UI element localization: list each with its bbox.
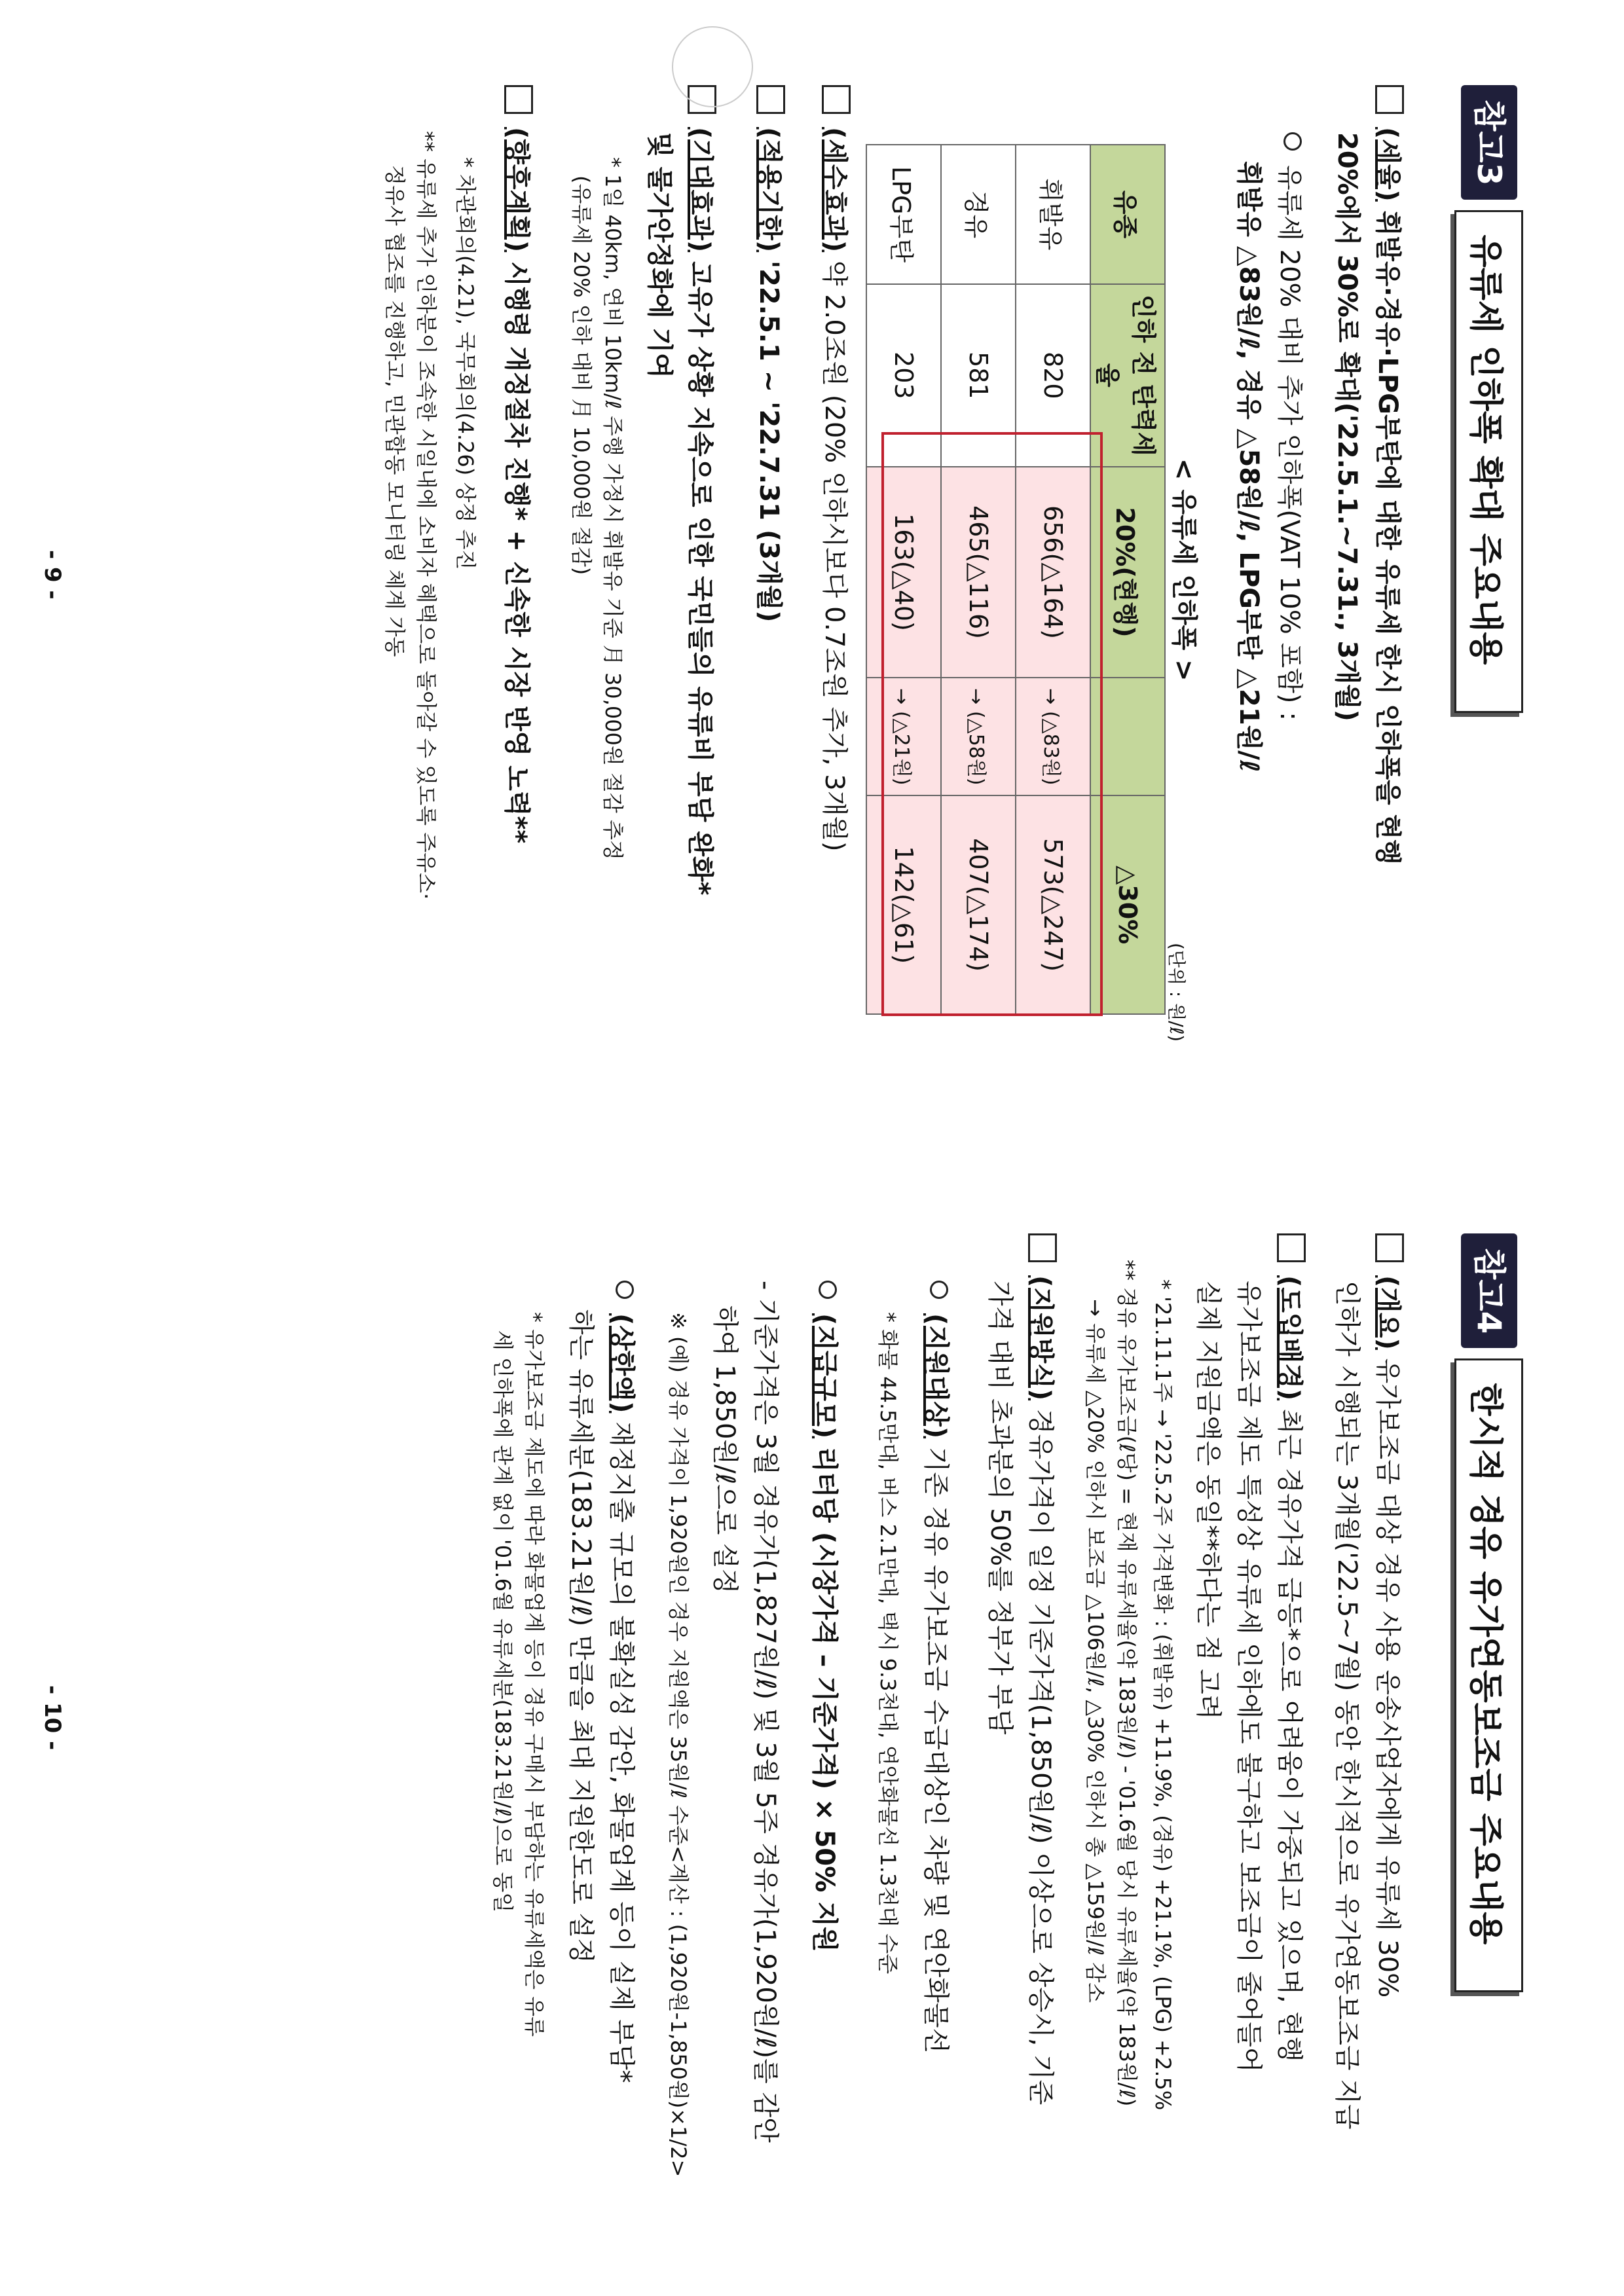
- item-method: (지원방식) 경유가격이 일정 기준가격(1,850원/ℓ) 이상으로 상승시, 기준 가격 대비 초과분의 50%를 정부가 부담: [980, 1233, 1061, 2257]
- checkbox-square-icon: [1277, 1233, 1306, 1262]
- checkbox-square-icon: [756, 85, 785, 114]
- example-note: ※ (예) 경유 가격이 1,920원인 경우 지원액은 35원/ℓ 수준<계산 : (1,920원-1,850원)×1/2>: [666, 1312, 691, 2178]
- footnote-subsidy-formula: ** 경유 유가보조금(ℓ당) = 현재 유류세율(약 183원/ℓ) - '01.6월 당시 유류세율(약 183원/ℓ) → 유류세 △20% 인하시 보조금 △106원/ℓ, △30% 인하시 총 △159원/ℓ 감소: [1083, 1260, 1139, 2107]
- item-tax-rate: (세율) 휘발유·경유·LPG부탄에 대한 유류세 한시 인하폭을 현행 20%에서 30%로 확대('22.5.1.~7.31., 3개월): [1327, 85, 1408, 1108]
- item-expected-effect: (기대효과) 고유가 상황 지속으로 인한 국민들의 유류비 부담 완화* 및 물가안정화에 기여: [639, 85, 720, 1108]
- page-right: [0, 1148, 1624, 2296]
- bullet-additional-cut: 유류세 20% 대비 추가 인하폭(VAT 10% 포함) : 휘발유 △83원/ℓ, 경유 △58원/ℓ, LPG부탄 △21원/ℓ: [1228, 85, 1310, 1108]
- table-row: 경유 581 465(△116) → (△58원) 407(△174): [941, 145, 1016, 1014]
- circle-bullet-icon: [1283, 132, 1302, 151]
- page-number: - 9 -: [39, 550, 65, 600]
- punch-hole-mark: [672, 26, 753, 107]
- section-heading: [1452, 85, 1526, 713]
- checkbox-square-icon: [822, 85, 851, 114]
- bullet-target: (지원대상) 기존 경유 유가보조금 수급대상인 차량 및 연안화물선: [915, 1233, 956, 2257]
- footnote-cabinet: * 차관회의(4.21), 국무회의(4.26) 상정 추진: [453, 157, 478, 570]
- footnote-cap: * 유가보조금 제도에 따라 화물업계 등이 경유 구매시 부담하는 유류세액은 유류 세 인하폭에 관계 없이 '01.6월 유류세분(183.21원/ℓ)으로 동일: [490, 1312, 547, 2037]
- dash-base-price: - 기준가격은 3월 경유가(1,827원/ℓ) 및 3월 5주 경유가(1,920원/ℓ)를 감안 하여 1,850원/ℓ으로 설정: [710, 1281, 781, 2143]
- item-future-plan: (향후계획) 시행령 개정절차 진행* + 신속한 시장 반영 노력**: [496, 85, 537, 1108]
- checkbox-square-icon: [1028, 1233, 1057, 1262]
- item-revenue-effect: (세수효과) 약 2.0조원 (20% 인하시보다 0.7조원 추가, 3개월): [814, 85, 855, 1108]
- table-unit: (단위 : 원/ℓ): [1166, 943, 1187, 1042]
- item-overview: (개요) 유가보조금 대상 경유 사용 운송사업자에게 유류세 30% 인하가 시행되는 3개월('22.5~7월) 동안 한시적으로 유가연동보조금 지급: [1327, 1233, 1408, 2257]
- tax-cut-table: [866, 144, 1166, 1015]
- page-number: - 10 -: [39, 1685, 65, 1751]
- bullet-amount: (지급규모) 리터당 (시장가격 – 기준가격) × 50% 지원: [804, 1233, 845, 2257]
- item-period: (적용기한) '22.5.1 ~ '22.7.31 (3개월): [748, 85, 789, 1108]
- table-header-row: 유종 인하 전 탄력세율 20%(현행) △30%: [1090, 145, 1165, 1014]
- footnote-price-change: * '21.11.1주 → '22.5.2주 가격변화 : (휘발유) +11.9%, (경유) +21.1%, (LPG) +2.5%: [1151, 1279, 1175, 2111]
- item-background: (도입배경) 최근 경유가격 급등*으로 어려움이 가중되고 있으며, 현행 유가보조금 제도 특성상 유류세 인하에도 불구하고 보조금이 줄어들어 실제 지원금액은 동일**하다는 점 고려: [1188, 1233, 1310, 2257]
- checkbox-square-icon: [1375, 1233, 1404, 1262]
- checkbox-square-icon: [504, 85, 533, 114]
- circle-bullet-icon: [819, 1281, 837, 1299]
- section-tag: 참고4: [1461, 1233, 1517, 1348]
- section-heading: [1452, 1233, 1526, 1992]
- table-row: 휘발유 820 656(△164) → (△83원) 573(△247): [1016, 145, 1090, 1014]
- footnote-monitoring: ** 유류세 추가 인하분이 조속한 시일내에 소비자 혜택으로 돌아갈 수 있도록 주유소· 정유사 협조를 진행하고, 민관합동 모니터링 체계 가동: [382, 131, 439, 900]
- section-tag: 참고3: [1461, 85, 1517, 200]
- checkbox-square-icon: [1375, 85, 1404, 114]
- table-row: LPG부탄 203 163(△40) → (△21원) 142(△61): [866, 145, 941, 1014]
- bullet-cap: (상한액) 재정지출 규모의 불확실성 감안, 화물업계 등이 실제 부담* 하는 유류세분(183.21원/ℓ) 만큼을 최대 지원한도로 설정: [561, 1233, 642, 2257]
- table-caption: < 유류세 인하폭 >: [1169, 458, 1199, 682]
- section-title: 한시적 경유 유가연동보조금 주요내용: [1455, 1358, 1524, 1992]
- footnote-target-counts: * 화물 44.5만대, 버스 2.1만대, 택시 9.3천대, 연안화물선 1.3천대 수준: [876, 1312, 900, 1975]
- circle-bullet-icon: [616, 1281, 634, 1299]
- section-title: 유류세 인하폭 확대 주요내용: [1455, 210, 1524, 712]
- footnote-savings: * 1일 40km, 연비 10km/ℓ 주행 가정시 휘발유 기준 月 30,000원 절감 추정 (유류세 20% 인하 대비 月 10,000원 절감): [569, 157, 625, 860]
- circle-bullet-icon: [930, 1281, 948, 1299]
